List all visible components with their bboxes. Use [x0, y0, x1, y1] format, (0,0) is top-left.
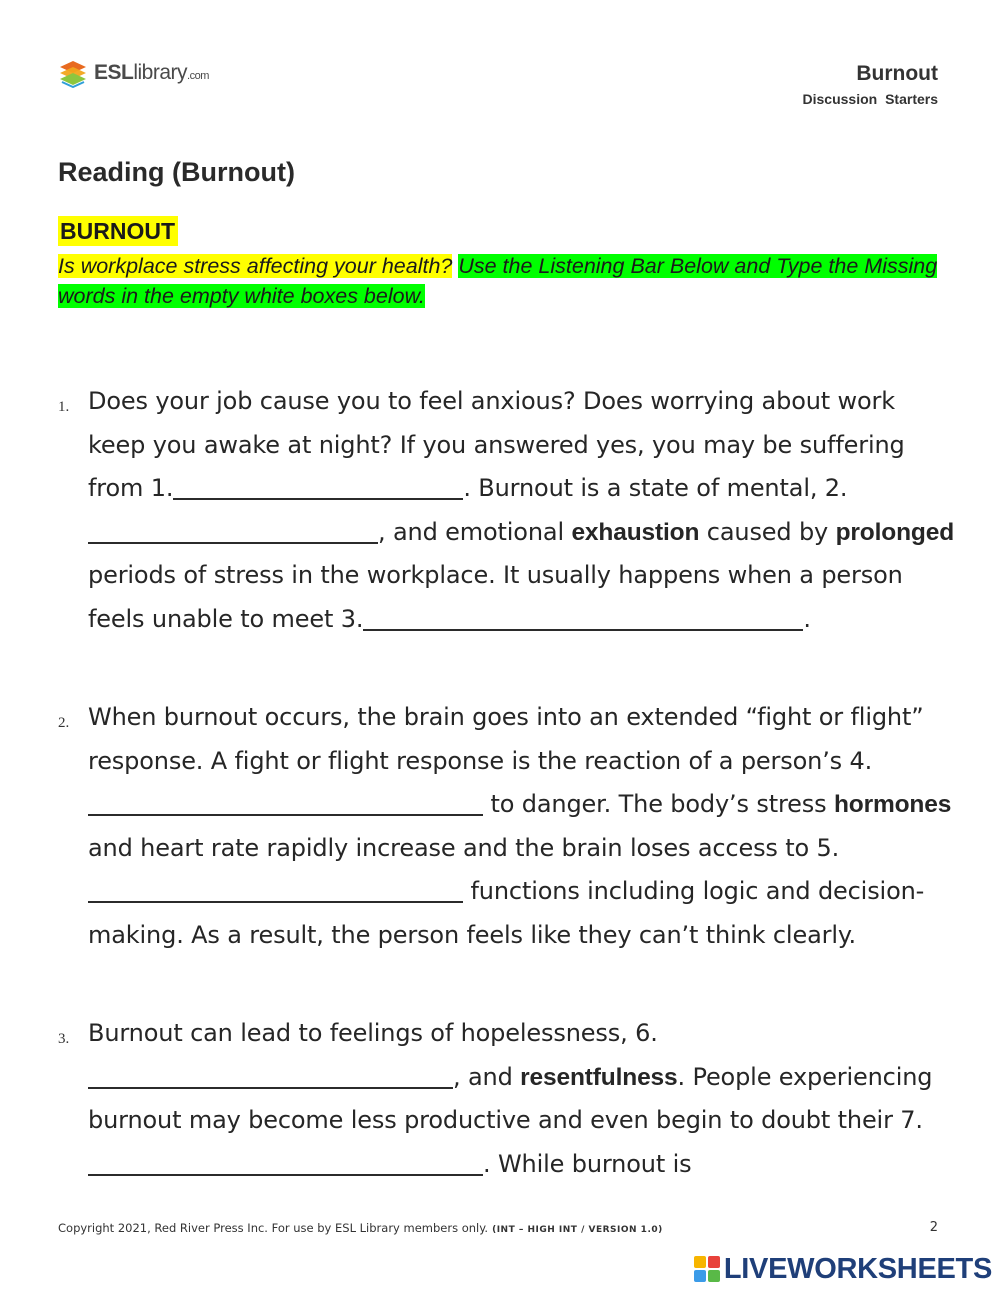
vocab-word: exhaustion	[571, 518, 700, 546]
answer-blank-1[interactable]	[173, 476, 463, 500]
blank-number-5: 5.	[816, 833, 840, 862]
reading-paragraph-3: Burnout can lead to feelings of hopelessness, 6., and resentfulness. People experiencing burnout may become less productive and even begin to doubt their 7.. While burnout is	[88, 1019, 933, 1178]
task-instruction: Use the Listening Bar Below and Type the Missing words in the empty white boxes below.	[58, 254, 938, 308]
instructions	[58, 252, 938, 311]
blank-number-4: 4.	[849, 746, 873, 775]
copyright-footer: Copyright 2021, Red River Press Inc. For use by ESL Library members only. (INT – HIGH INT / VERSION 1.0)	[58, 1221, 663, 1235]
item-number: 1.	[58, 399, 70, 415]
item-number: 2.	[58, 715, 70, 731]
reading-paragraph-2: When burnout occurs, the brain goes into an extended “fight or flight” response. A fight or flight response is the reaction of a person’s 4. to danger. The body’s stress hormones and heart rate rapidly increase and the brain loses access to 5. functions including logic and decision-making. As a result, the person feels like they can’t think clearly.	[88, 703, 952, 949]
liveworksheets-blocks-icon	[694, 1256, 720, 1282]
item-number: 3.	[58, 1031, 70, 1047]
reading-paragraph-1: Does your job cause you to feel anxious? Does worrying about work keep you awake at night? If you answered yes, you may be suffering from 1. . Burnout is a state of mental, 2., and emotional exhaustion caused by prolonged periods of stress in the workplace. It usually happens when a person feels unable to meet 3. .	[88, 387, 955, 633]
answer-blank-3[interactable]	[363, 607, 803, 631]
blank-number-7: 7.	[900, 1106, 923, 1135]
intro-question: Is workplace stress affecting your health?	[58, 254, 453, 278]
worksheet-subtitle: Discussion Starters	[802, 91, 938, 107]
page-title: Reading (Burnout)	[58, 157, 295, 187]
blank-number-1: 1.	[150, 474, 174, 503]
blank-number-2: 2.	[824, 474, 848, 503]
vocab-word: prolonged	[835, 518, 955, 546]
vocab-word: resentfulness	[520, 1063, 678, 1091]
esl-library-logo: ESLlibrary.com	[58, 56, 209, 90]
worksheet-title: Burnout	[856, 62, 938, 85]
blank-number-3: 3.	[340, 604, 364, 633]
answer-blank-4[interactable]	[88, 792, 483, 816]
vocab-word: hormones	[833, 791, 952, 819]
page-number: 2	[929, 1220, 938, 1235]
blank-number-6: 6.	[635, 1019, 658, 1047]
liveworksheets-logo: LIVEWORKSHEETS	[694, 1252, 992, 1286]
answer-blank-6[interactable]	[88, 1065, 453, 1089]
answer-blank-2[interactable]	[88, 520, 378, 544]
books-stack-icon	[58, 58, 88, 88]
article-label: BURNOUT	[58, 216, 178, 246]
answer-blank-7[interactable]	[88, 1152, 483, 1176]
version-label: (INT – HIGH INT / VERSION 1.0)	[492, 1225, 663, 1235]
answer-blank-5[interactable]	[88, 879, 463, 903]
